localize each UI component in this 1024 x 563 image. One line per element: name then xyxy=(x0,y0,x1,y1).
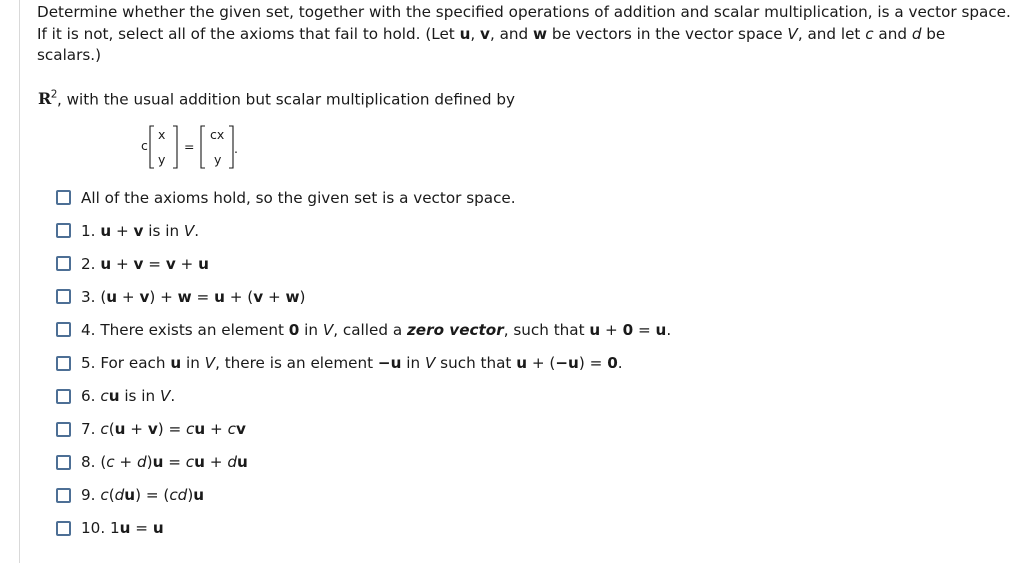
option-text-part: + xyxy=(600,320,623,339)
option-text-part: V xyxy=(159,387,171,406)
real-symbol: R xyxy=(38,89,51,109)
option-text-part: c xyxy=(185,453,195,472)
option-text-part: such that xyxy=(435,354,517,373)
right-vector-bottom: y xyxy=(214,152,222,167)
option-text-part: c xyxy=(100,420,109,439)
option-text-part: 4. There exists an element xyxy=(81,320,289,339)
option-text-part: ) xyxy=(146,453,153,472)
option-text-part: + xyxy=(205,420,228,439)
option-text-part: . xyxy=(617,354,623,373)
real-numbers-symbol xyxy=(38,89,57,108)
option-text-part: u xyxy=(193,486,205,505)
option-text-part: u xyxy=(589,320,601,339)
option-text-part: in xyxy=(299,320,323,339)
option-text-part: c xyxy=(100,486,109,505)
option-text-part: ) = ( xyxy=(135,486,170,505)
option-text-part: All of the axioms hold, so the given set is a vector space. xyxy=(81,188,516,207)
option-text-part: 3. ( xyxy=(81,287,107,306)
option-text-part: ( xyxy=(108,486,115,505)
real-power: 2 xyxy=(50,89,57,101)
option-text-part: u xyxy=(100,254,112,273)
option-label xyxy=(81,486,204,504)
prompt-u: u xyxy=(459,24,471,43)
checkbox-1[interactable] xyxy=(56,223,71,238)
right-bracket-open xyxy=(201,126,205,168)
checkbox-2[interactable] xyxy=(56,256,71,271)
option-text-part: + ( xyxy=(224,287,254,306)
formula-equals: = xyxy=(184,139,195,154)
option-text-part: is in xyxy=(119,387,160,406)
axiom-option-1[interactable] xyxy=(56,214,671,247)
option-label xyxy=(81,321,671,339)
option-text-part: c xyxy=(186,420,195,439)
option-text-part: c xyxy=(100,387,109,406)
option-label xyxy=(81,453,248,471)
option-label xyxy=(81,387,175,405)
option-text-part: cd xyxy=(169,486,188,505)
set-description xyxy=(38,85,515,110)
option-text-part: zero vector xyxy=(406,320,504,339)
axiom-option-4[interactable] xyxy=(56,313,671,346)
option-text-part: = xyxy=(143,254,166,273)
option-text-part: = xyxy=(633,320,656,339)
checkbox-5[interactable] xyxy=(56,356,71,371)
option-text-part: + xyxy=(204,453,228,472)
prompt-v: v xyxy=(480,24,490,43)
checkbox-0[interactable] xyxy=(56,190,71,205)
option-text-part: d xyxy=(114,486,125,505)
option-text-part: + xyxy=(175,254,199,273)
option-text-part: v xyxy=(133,254,144,273)
option-text-part: u xyxy=(100,221,112,240)
checkbox-8[interactable] xyxy=(56,455,71,470)
option-text-part: 2. xyxy=(81,254,101,273)
option-text-part: V xyxy=(204,354,216,373)
axiom-option-6[interactable] xyxy=(56,380,671,413)
option-label xyxy=(81,354,623,372)
option-text-part: w xyxy=(177,287,192,306)
option-text-part: u xyxy=(114,420,126,439)
option-text-part: + xyxy=(114,453,137,472)
axiom-option-2[interactable] xyxy=(56,247,671,280)
prompt-text: Determine whether the given set, together with the specified operations of addition and scalar multiplication, is a vector space. If it is not, select all of the axioms that fail to hold. (Let xyxy=(37,3,1011,43)
option-text-part: 0 xyxy=(288,320,300,339)
axiom-options xyxy=(56,181,671,545)
checkbox-4[interactable] xyxy=(56,322,71,337)
option-text-part: u xyxy=(516,354,528,373)
option-text-part: 0 xyxy=(622,320,634,339)
option-label xyxy=(81,420,246,438)
prompt-sep: , xyxy=(470,24,481,43)
option-text-part: v xyxy=(147,420,158,439)
option-label xyxy=(81,222,199,240)
option-text-part: V xyxy=(322,320,334,339)
prompt-V: V xyxy=(787,24,798,43)
option-text-part: , called a xyxy=(333,320,407,339)
checkbox-9[interactable] xyxy=(56,488,71,503)
option-text-part: + xyxy=(263,287,286,306)
option-text-part: v xyxy=(165,254,176,273)
left-bracket-close xyxy=(173,126,177,168)
option-text-part: w xyxy=(285,287,300,306)
right-vector-top: cx xyxy=(210,127,225,142)
option-text-part: ) = xyxy=(578,354,608,373)
prompt-d: d xyxy=(911,24,922,43)
option-text-part: u xyxy=(124,486,136,505)
prompt-c: c xyxy=(865,24,874,43)
option-text-part: 10. 1 xyxy=(81,519,120,538)
option-text-part: in xyxy=(401,354,425,373)
option-text-part: u xyxy=(236,453,248,472)
option-label xyxy=(81,288,305,306)
option-text-part: V xyxy=(183,221,195,240)
prompt-text: be vectors in the vector space xyxy=(547,24,788,43)
option-text-part: . xyxy=(666,320,672,339)
set-description-text: , with the usual addition but scalar multiplication defined by xyxy=(56,90,515,109)
option-text-part: v xyxy=(133,221,144,240)
prompt-w: w xyxy=(533,24,548,43)
option-label xyxy=(81,519,164,537)
option-text-part: −u xyxy=(555,354,579,373)
option-text-part: ) xyxy=(187,486,194,505)
question-panel xyxy=(19,0,1024,563)
axiom-option-8[interactable] xyxy=(56,446,671,479)
option-text-part: , such that xyxy=(503,320,590,339)
scalar-multiplication-formula xyxy=(127,120,287,174)
option-text-part: = xyxy=(191,287,215,306)
question-prompt xyxy=(37,2,1012,67)
option-text-part: v xyxy=(139,287,150,306)
checkbox-6[interactable] xyxy=(56,389,71,404)
axiom-option-9[interactable] xyxy=(56,479,671,512)
option-text-part: ) = xyxy=(157,420,187,439)
option-text-part: u xyxy=(194,420,206,439)
option-text-part: u xyxy=(170,354,182,373)
option-text-part: + xyxy=(125,420,148,439)
option-text-part: u xyxy=(214,287,225,306)
option-text-part: u xyxy=(655,320,667,339)
prompt-text: , and let xyxy=(797,24,866,43)
option-text-part: V xyxy=(424,354,436,373)
option-text-part: 8. ( xyxy=(81,453,107,472)
option-text-part: . xyxy=(170,387,176,406)
option-text-part: c xyxy=(106,453,115,472)
option-text-part: u xyxy=(152,453,164,472)
checkbox-3[interactable] xyxy=(56,289,71,304)
option-text-part: , there is an element xyxy=(215,354,378,373)
checkbox-10[interactable] xyxy=(56,521,71,536)
option-text-part: c xyxy=(227,420,236,439)
option-text-part: u xyxy=(152,519,164,538)
option-text-part: 0 xyxy=(607,354,618,373)
formula-svg xyxy=(127,120,287,174)
left-bracket-open xyxy=(150,126,154,168)
prompt-text: be scalars.) xyxy=(37,24,946,64)
axiom-option-5[interactable] xyxy=(56,346,671,379)
option-text-part: u xyxy=(119,519,131,538)
option-text-part: ) + xyxy=(149,287,178,306)
option-text-part: u xyxy=(198,254,209,273)
option-text-part: + xyxy=(117,287,140,306)
option-text-part: 1. xyxy=(81,221,101,240)
option-text-part: in xyxy=(181,354,205,373)
axiom-option-10[interactable] xyxy=(56,512,671,545)
axiom-option-7[interactable] xyxy=(56,413,671,446)
option-label xyxy=(81,255,209,273)
option-text-part: d xyxy=(227,453,237,472)
option-text-part: + ( xyxy=(527,354,556,373)
option-text-part: u xyxy=(108,387,120,406)
option-text-part: 5. For each xyxy=(81,354,171,373)
option-text-part: + xyxy=(111,254,134,273)
option-text-part: 7. xyxy=(81,420,101,439)
option-text-part: ) xyxy=(299,287,306,306)
option-text-part: 6. xyxy=(81,387,101,406)
prompt-sep: , and xyxy=(489,24,534,43)
right-bracket-close xyxy=(229,126,233,168)
option-text-part: u xyxy=(194,453,205,472)
prompt-sep: and xyxy=(873,24,912,43)
checkbox-7[interactable] xyxy=(56,422,71,437)
option-label xyxy=(81,189,516,207)
option-text-part: −u xyxy=(377,354,402,373)
option-text-part: = xyxy=(130,519,153,538)
option-text-part: ( xyxy=(108,420,115,439)
option-text-part: + xyxy=(111,221,134,240)
option-text-part: v xyxy=(235,420,246,439)
option-text-part: 9. xyxy=(81,486,101,505)
axiom-option-3[interactable] xyxy=(56,280,671,313)
formula-scalar: c xyxy=(141,138,148,153)
left-vector-top: x xyxy=(158,127,166,142)
formula-period: . xyxy=(234,141,238,156)
option-text-part: u xyxy=(106,287,118,306)
left-vector-bottom: y xyxy=(158,152,166,167)
option-text-part: v xyxy=(253,287,264,306)
option-text-part: . xyxy=(194,221,200,240)
option-text-part: d xyxy=(137,453,147,472)
option-text-part: is in xyxy=(143,221,184,240)
option-text-part: = xyxy=(163,453,186,472)
axiom-option-0[interactable] xyxy=(56,181,671,214)
